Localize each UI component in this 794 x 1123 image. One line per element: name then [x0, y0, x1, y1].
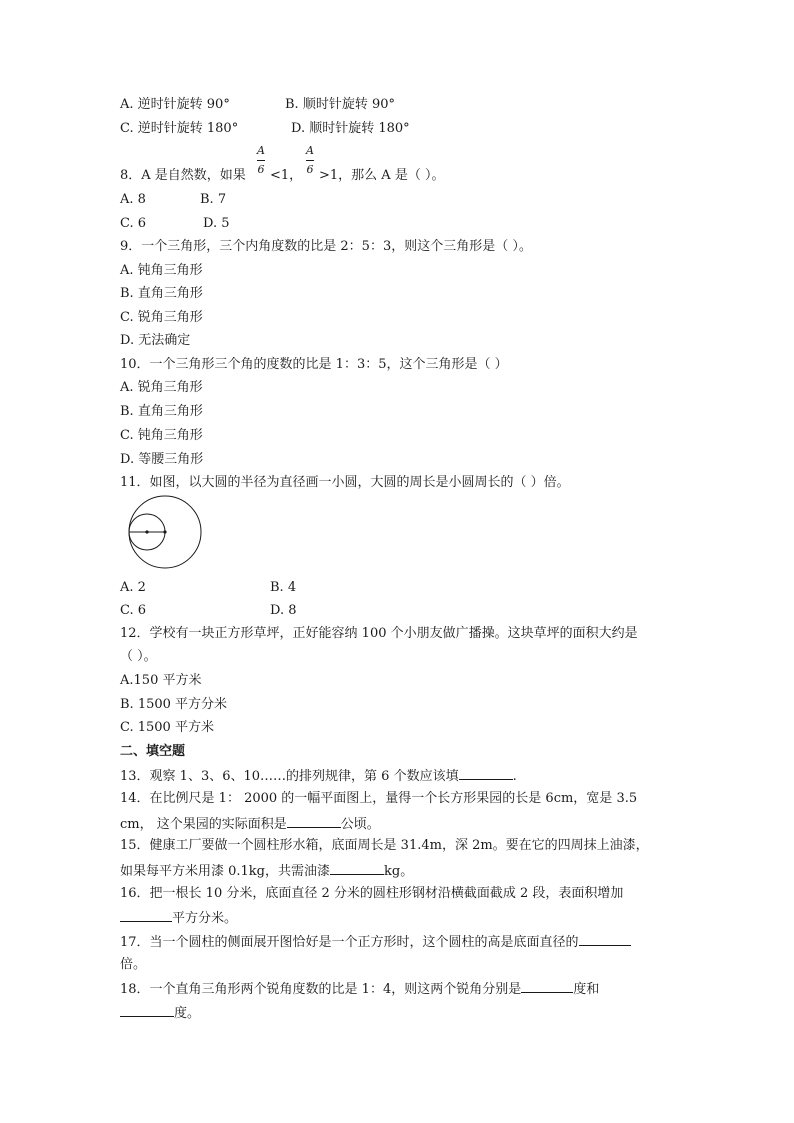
large-circle-center	[163, 530, 166, 533]
q14-stem-cont: cm， 这个果园的实际面积是	[120, 817, 287, 832]
q15-unit: kg。	[384, 864, 414, 879]
q7-option-a: A. 逆时针旋转 90°	[120, 97, 230, 112]
q7-option-b: B. 顺时针旋转 90°	[285, 97, 395, 112]
fraction-denominator: 6	[257, 163, 265, 176]
q8-option-b: B. 7	[200, 192, 227, 207]
q9-option-a: A. 钝角三角形	[120, 263, 203, 278]
q15-line1: 15．健康工厂要做一个圆柱形水箱，底面周长是 31.4m，深 2m。要在它的四周抹上油漆，	[120, 838, 649, 853]
q18-line2	[120, 1004, 200, 1022]
answer-blank[interactable]	[521, 980, 573, 993]
q11-option-b: B. 4	[270, 580, 297, 595]
q11-option-a: A. 2	[120, 580, 146, 595]
q17-line2: 倍。	[120, 957, 147, 972]
answer-blank[interactable]	[287, 815, 341, 828]
q12-stem: 12．学校有一块正方形草坪，正好能容纳 100 个小朋友做广播操。这块草坪的面积大约是	[120, 626, 638, 641]
q12-option-a: A.150 平方米	[120, 673, 202, 688]
circles-figure	[124, 494, 206, 572]
q15-stem-cont: 如果每平方米用漆 0.1kg，共需油漆	[120, 864, 331, 879]
q18-unit: 度。	[174, 1006, 201, 1021]
q11-option-d: D. 8	[270, 603, 297, 618]
q14-unit: 公顷。	[340, 817, 380, 832]
q8-stem-suffix: >1，那么 A 是（ ）。	[319, 168, 445, 183]
fraction-bar	[306, 160, 314, 161]
q10-option-a: A. 锐角三角形	[120, 380, 203, 395]
small-circle-center	[145, 530, 148, 533]
q16-line1: 16．把一根长 10 分米，底面直径 2 分米的圆柱形钢材沿横截面截成 2 段，表面积增加	[120, 886, 624, 901]
q13-stem: 13．观察 1、3、6、10……的排列规律，第 6 个数应该填	[120, 769, 459, 784]
q16-line2	[120, 909, 237, 927]
q18-stem: 18．一个直角三角形两个锐角度数的比是 1：4，则这两个锐角分别是	[120, 982, 522, 997]
fraction-numerator: A	[257, 144, 265, 157]
fraction-bar	[257, 160, 265, 161]
q15-line2	[120, 862, 413, 880]
q14-line2	[120, 815, 380, 833]
q11-stem: 11．如图，以大圆的半径为直径画一小圆，大圆的周长是小圆周长的（ ）倍。	[120, 475, 570, 490]
q9-option-b: B. 直角三角形	[120, 286, 203, 301]
fraction-numerator: A	[306, 144, 314, 157]
q13-line	[120, 767, 517, 785]
answer-blank[interactable]	[120, 1004, 174, 1017]
q8-option-d: D. 5	[203, 216, 230, 231]
q12-option-b: B. 1500 平方分米	[120, 697, 228, 712]
q8-option-a: A. 8	[120, 192, 146, 207]
section-heading-fill-in: 二、填空题	[120, 744, 186, 759]
q8-option-c: C. 6	[120, 216, 147, 231]
answer-blank[interactable]	[579, 933, 631, 946]
q8-stem-mid: <1，	[270, 168, 303, 183]
q17-stem: 17．当一个圆柱的侧面展开图恰好是一个正方形时，这个圆柱的高是底面直径的	[120, 935, 579, 950]
q18-unit-and: 度和	[573, 982, 600, 997]
q11-option-c: C. 6	[120, 603, 147, 618]
answer-blank[interactable]	[459, 767, 513, 780]
q17-line1	[120, 933, 631, 951]
q10-stem: 10．一个三角形三个角的度数的比是 1：3：5，这个三角形是（ ）	[120, 357, 508, 372]
q13-end: .	[512, 769, 517, 784]
q10-option-b: B. 直角三角形	[120, 404, 203, 419]
q9-stem: 9．一个三角形，三个内角度数的比是 2：5：3，则这个三角形是（ ）。	[120, 239, 532, 254]
q7-option-d: D. 顺时针旋转 180°	[291, 121, 410, 136]
q8-stem-prefix: 8．A 是自然数，如果	[120, 168, 246, 183]
q10-option-c: C. 钝角三角形	[120, 428, 203, 443]
q10-option-d: D. 等腰三角形	[120, 452, 204, 467]
fraction-denominator: 6	[306, 163, 314, 176]
answer-blank[interactable]	[120, 909, 172, 922]
q16-unit: 平方分米。	[172, 911, 238, 926]
q14-line1: 14．在比例尺是 1： 2000 的一幅平面图上，量得一个长方形果园的长是 6cm，宽是 3.5	[120, 791, 638, 806]
q12-option-c: C. 1500 平方米	[120, 720, 214, 735]
q12-stem-paren: （ ）。	[120, 649, 157, 664]
q9-option-c: C. 锐角三角形	[120, 310, 203, 325]
q18-line1	[120, 980, 599, 998]
answer-blank[interactable]	[330, 862, 384, 875]
q9-option-d: D. 无法确定	[120, 333, 191, 348]
q7-option-c: C. 逆时针旋转 180°	[120, 121, 239, 136]
